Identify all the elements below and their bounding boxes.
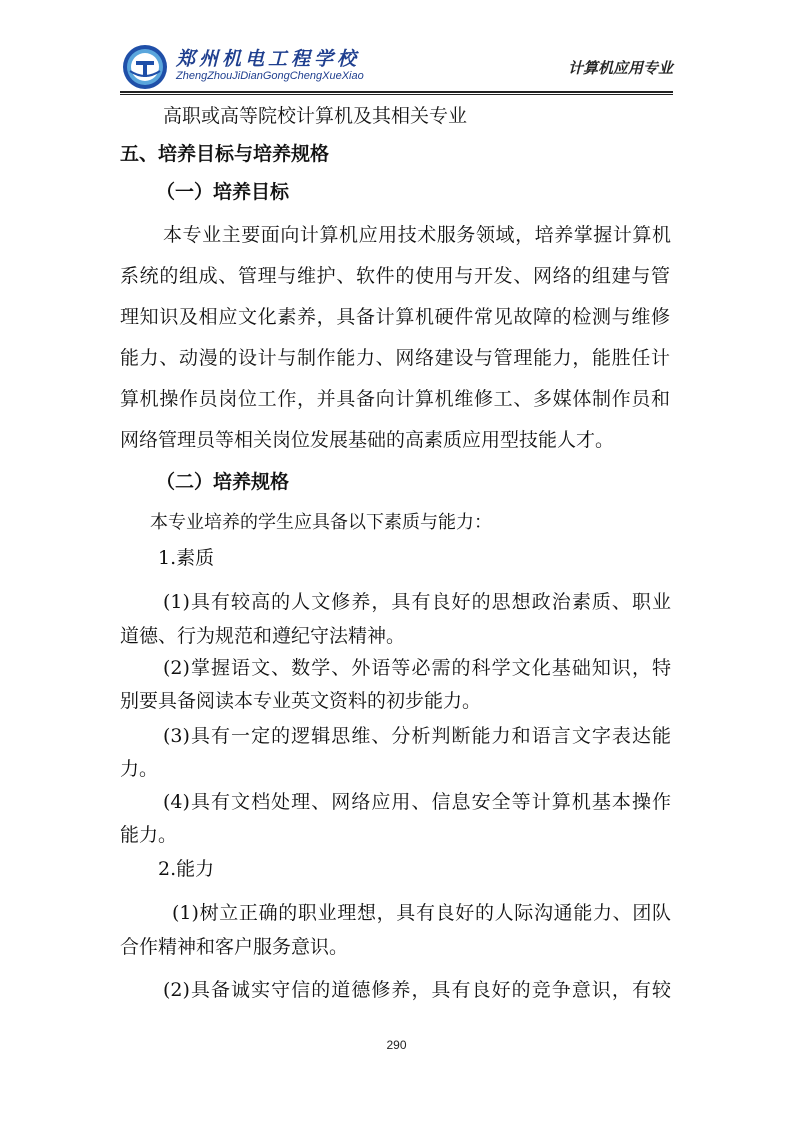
spec-intro: 本专业培养的学生应具备以下素质与能力：	[150, 512, 492, 533]
goal-line: 能力、动漫的设计与制作能力、网络建设与管理能力，能胜任计	[120, 347, 670, 369]
school-name-cn: 郑州机电工程学校	[176, 48, 361, 70]
quality-line: 别要具备阅读本专业英文资料的初步能力。	[120, 690, 482, 712]
school-logo-icon	[122, 44, 168, 90]
goal-line: 算机操作员岗位工作，并具备向计算机维修工、多媒体制作员和	[120, 388, 670, 410]
goal-line: 系统的组成、管理与维护、软件的使用与开发、网络的组建与管	[120, 265, 670, 287]
quality-heading: 1.素质	[158, 547, 215, 569]
goal-line: 理知识及相应文化素养，具备计算机硬件常见故障的检测与维修	[120, 306, 670, 328]
quality-line: (4)具有文档处理、网络应用、信息安全等计算机基本操作	[163, 791, 671, 813]
school-name-en: ZhengZhouJiDianGongChengXueXiao	[176, 70, 364, 82]
ability-line: (1)树立正确的职业理想，具有良好的人际沟通能力、团队	[172, 902, 671, 924]
quality-line: (3)具有一定的逻辑思维、分析判断能力和语言文字表达能	[163, 725, 671, 747]
spec-heading: （二）培养规格	[156, 471, 290, 493]
section-title: 五、培养目标与培养规格	[120, 143, 330, 165]
quality-line: 道德、行为规范和遵纪守法精神。	[120, 625, 406, 647]
header-rule-thick	[120, 91, 673, 93]
major-label: 计算机应用专业	[567, 59, 673, 77]
page-number: 290	[386, 1038, 407, 1052]
intro-line: 高职或高等院校计算机及其相关专业	[163, 105, 468, 127]
ability-line: 合作精神和客户服务意识。	[120, 936, 349, 958]
ability-heading: 2.能力	[158, 858, 215, 880]
goal-line: 本专业主要面向计算机应用技术服务领域，培养掌握计算机	[163, 224, 671, 246]
goal-line: 网络管理员等相关岗位发展基础的高素质应用型技能人才。	[120, 429, 615, 451]
header-rule-thin	[120, 94, 673, 95]
goal-heading: （一）培养目标	[156, 181, 290, 203]
quality-line: 力。	[120, 758, 159, 780]
quality-line: 能力。	[120, 824, 178, 846]
ability-line: (2)具备诚实守信的道德修养，具有良好的竞争意识，有较	[163, 979, 671, 1001]
quality-line: (2)掌握语文、数学、外语等必需的科学文化基础知识，特	[163, 657, 671, 679]
page-header	[0, 0, 793, 100]
quality-line: (1)具有较高的人文修养，具有良好的思想政治素质、职业	[163, 591, 671, 613]
